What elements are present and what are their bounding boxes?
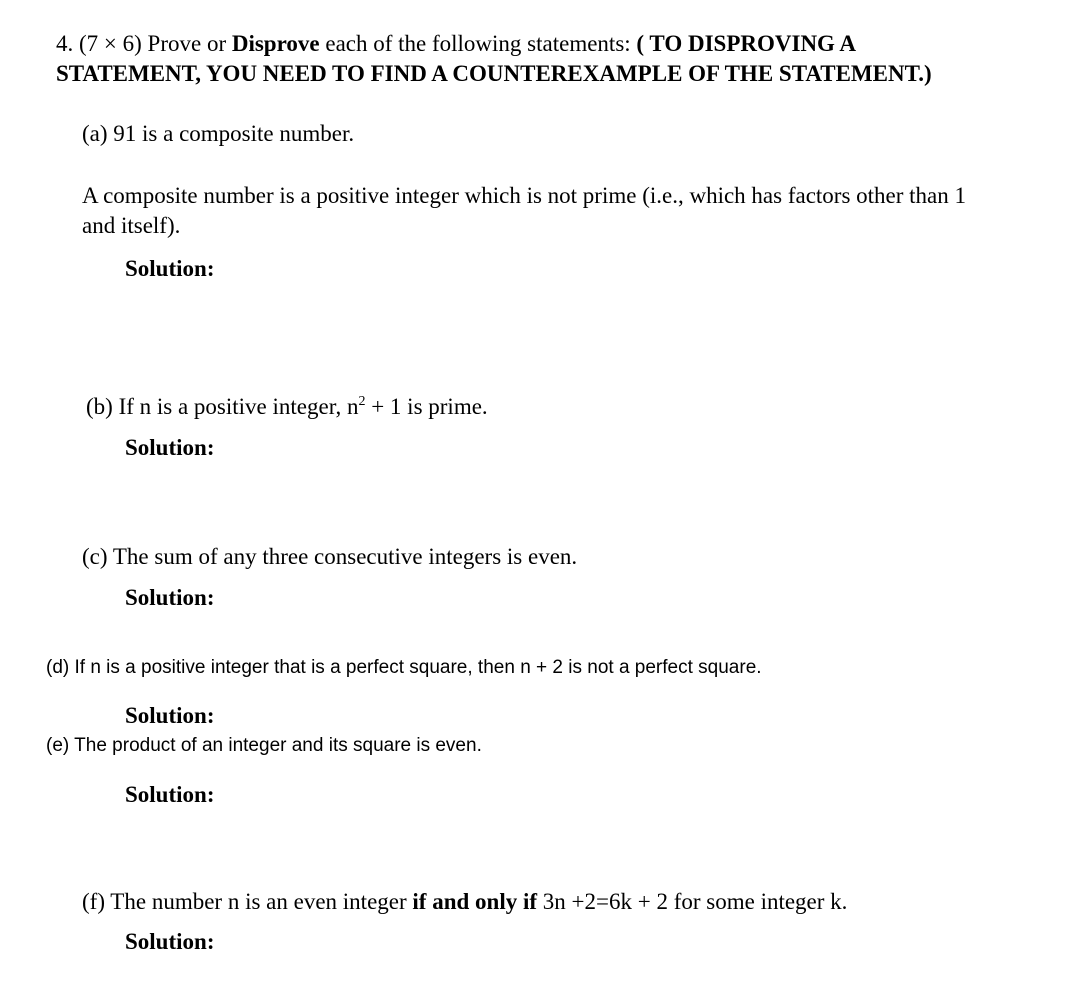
item-b-solution-label: Solution:	[125, 435, 215, 460]
question-header-caps-line1: ( TO DISPROVING A	[636, 31, 857, 56]
item-a-statement: (a) 91 is a composite number.	[82, 121, 355, 146]
question-header-caps-line2: STATEMENT, YOU NEED TO FIND A COUNTEREXAMPLE OF THE STATEMENT.)	[56, 61, 932, 86]
item-f-statement-start: (f) The number n is an even integer	[82, 889, 413, 914]
item-b-statement	[86, 393, 488, 421]
item-b-statement-start: (b) If n is a positive integer, n	[86, 394, 359, 419]
item-d-solution-label: Solution:	[125, 703, 215, 728]
item-b-statement-end: + 1 is prime.	[365, 394, 488, 419]
item-d-statement: (d) If n is a positive integer that is a perfect square, then n + 2 is not a perfect square.	[46, 657, 762, 678]
question-header-part1: 4. (7 × 6) Prove or	[56, 31, 232, 56]
question-header-disprove: Disprove	[231, 31, 320, 56]
question-header-part2: each of the following statements:	[319, 31, 637, 56]
item-a-note-line2: and itself).	[82, 213, 181, 238]
item-f-statement-bold: if and only if	[412, 889, 538, 914]
item-a-solution-label: Solution:	[125, 256, 215, 281]
item-f-statement	[82, 888, 847, 916]
item-f-statement-end: 3n +2=6k + 2 for some integer k.	[537, 889, 848, 914]
item-b-superscript: 2	[358, 394, 366, 409]
item-e-statement: (e) The product of an integer and its square is even.	[46, 735, 482, 756]
item-c-solution-label: Solution:	[125, 585, 215, 610]
item-c-statement: (c) The sum of any three consecutive integers is even.	[82, 544, 578, 569]
item-f-solution-label: Solution:	[125, 929, 215, 954]
item-a-note-line1: A composite number is a positive integer which is not prime (i.e., which has factors other than 1	[82, 183, 967, 208]
item-e-solution-label: Solution:	[125, 782, 215, 807]
question-header-line1	[56, 30, 856, 58]
